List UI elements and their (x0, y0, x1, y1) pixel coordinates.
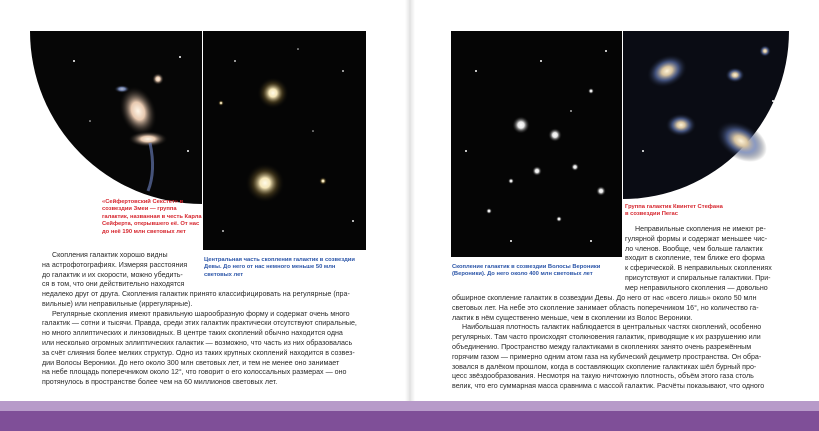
right-text-wide (452, 294, 792, 392)
text-line: световых лет. На небе это скопление занимает область поперечником 16°, но количество га- (452, 303, 759, 312)
text-line: обширное скопление галактик в созвездии Девы. До него от нас «всего лишь» около 50 млн (452, 294, 757, 302)
book-gutter (405, 0, 415, 405)
text-line: лактик в нём существенно меньше, чем в скоплении из Волос Вероники. (452, 313, 693, 322)
right-text-narrow (625, 225, 790, 294)
text-line: к сферической. В неправильных скоплениях (625, 264, 772, 273)
text-line: или несколько огромных эллиптических галактик — возможно, что часть из них образовалась (42, 338, 353, 347)
seyfert-sextet-photo (30, 31, 202, 204)
virgo-cluster-image (203, 31, 366, 250)
seyfert-caption: «Сейфертовский Секстет» в созвездии Змеи — группа галактик, названная в честь Карла Сейферта, открывшего её. От нас до неё 190 млн световых лет (102, 199, 202, 235)
coma-cluster-image (451, 31, 622, 257)
text-line: гулярной формы и содержат меньшее чис- (625, 234, 768, 243)
text-line: входит в скопление, тем ближе его форма (625, 254, 765, 263)
text-line: на астрофотографиях. Измеряя расстояния (42, 260, 188, 269)
text-line: Неправильные скопления не имеют ре- (635, 225, 766, 233)
stephan-quintet-image (623, 31, 789, 199)
text-line: Наибольшая плотность галактик наблюдается в центральных частях скоплений, особенно (462, 323, 762, 332)
seyfert-sextet-image (30, 31, 202, 204)
text-line: вильные) или неправильные (иррегулярные). (42, 299, 193, 308)
virgo-caption: Центральная часть скопления галактик в созвездии Девы. До него от нас немного меньше 50 млн световых лет (204, 257, 355, 278)
left-text-wide (42, 290, 372, 388)
text-line: недалеко друг от друга. Скопления галактик принято классифицировать на регулярные (пра- (42, 290, 350, 298)
text-line: Скопления галактик хорошо видны (52, 251, 168, 259)
text-line: зовался в далёком прошлом, когда в составляющих скопление галактиках шёл бурный про- (452, 362, 757, 371)
text-line: цесс звёздообразования. Несмотря на такую ничтожную плотность, объём этого газа столь (452, 372, 754, 381)
left-text-narrow (42, 251, 202, 290)
stephan-caption: Группа галактик Квинтет Стефана в созвездии Пегас (625, 204, 723, 218)
text-line: на небе площадь поперечником около 12°, что говорит о его колоссальных размерах — оно (42, 368, 347, 377)
text-line: ся в том, что они действительно находятся (42, 280, 185, 289)
text-line: ло членов. Вообще, чем больше галактик (625, 244, 763, 253)
text-line: до галактик и их скорости, можно убедить- (42, 270, 183, 279)
footer-band-light (0, 401, 819, 411)
text-line: дии Волосы Вероники. До него около 300 млн световых лет, и тем не менее оно занимает (42, 358, 340, 367)
text-line: за счёт слияния более мелких структур. Одно из таких крупных скоплений находится в созвез- (42, 348, 355, 357)
coma-caption: Скопление галактик в созвездии Волосы Вероники (Вероники). До него около 400 млн световых лет (452, 264, 601, 278)
text-line: но много эллиптических и линзовидных. В центре таких скоплений обычно находится одна (42, 329, 343, 338)
text-line: велик, что его суммарная масса сравнима с массой галактик. Расчёты показывают, что одного (452, 382, 765, 391)
coma-cluster-photo (451, 31, 622, 257)
text-line: галактик — сотни и тысячи. Правда, среди этих галактик практически отсутствуют спиральные, (42, 319, 357, 328)
text-line: горячим газом — примерно одним атом газа на кубический дециметр пространства. Он обра- (452, 352, 762, 361)
text-line: регулярных. Там часто происходят столкновения галактик, приводящие к их разрушению или (452, 333, 761, 342)
footer-band-dark (0, 411, 819, 431)
virgo-cluster-photo (203, 31, 366, 250)
text-line: Регулярные скопления имеют правильную шарообразную форму и содержат очень много (52, 309, 350, 318)
text-line: мер неправильного скопления — довольно (625, 283, 768, 292)
text-line: присутствуют и спиральные галактики. При- (625, 273, 771, 282)
stephan-quintet-photo (623, 31, 789, 199)
text-line: объединению. Пространство между галактиками в скоплениях занято очень разрежённым (452, 342, 752, 351)
text-line: протянулось в пространстве более чем на 60 миллионов световых лет. (42, 378, 278, 387)
